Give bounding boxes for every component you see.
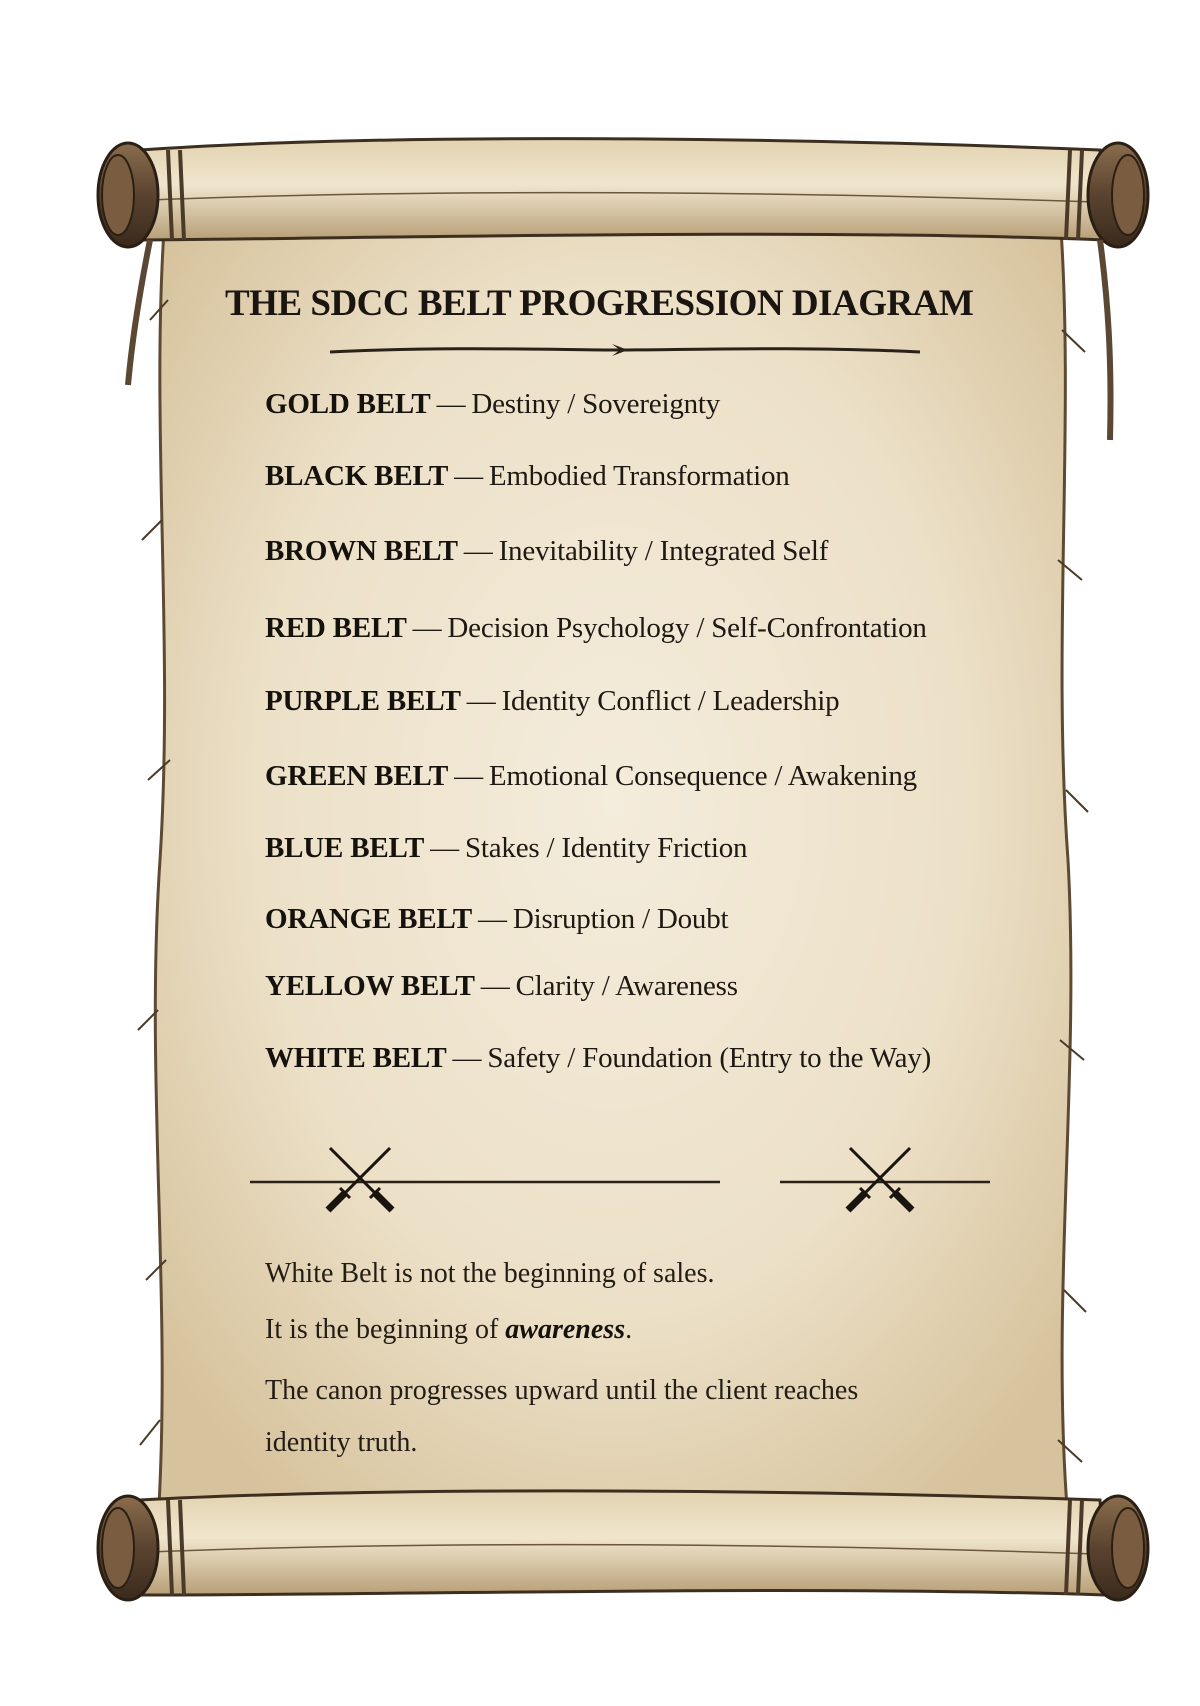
belt-name: GOLD BELT: [265, 388, 431, 420]
belt-dash: —: [463, 535, 493, 567]
belt-dash: —: [436, 388, 466, 420]
belt-name: BLUE BELT: [265, 832, 425, 864]
closing-line-2: [265, 1314, 632, 1346]
belt-dash: —: [478, 903, 507, 935]
belt-description: Inevitability / Integrated Self: [498, 535, 829, 567]
belt-name: WHITE BELT: [265, 1042, 447, 1074]
belt-description: Safety / Foundation (Entry to the Way): [487, 1042, 932, 1074]
closing-line-4: identity truth.: [265, 1427, 418, 1458]
belt-dash: —: [454, 760, 483, 792]
belt-dash: —: [452, 1042, 482, 1074]
closing-line-2-prefix: It is the beginning of: [265, 1314, 506, 1345]
belt-dash: —: [466, 685, 496, 717]
belt-description: Identity Conflict / Leadership: [501, 685, 840, 717]
belt-row-red: [265, 612, 927, 645]
belt-name: YELLOW BELT: [265, 970, 475, 1002]
belt-row-yellow: [265, 970, 738, 1003]
belt-name: RED BELT: [265, 612, 407, 644]
belt-row-purple: [265, 685, 839, 718]
belt-description: Emotional Consequence / Awakening: [488, 760, 917, 792]
belt-dash: —: [430, 832, 459, 864]
belt-description: Destiny / Sovereignty: [471, 388, 721, 420]
belt-description: Disruption / Doubt: [512, 903, 729, 935]
closing-emphasis: awareness: [505, 1314, 626, 1345]
belt-name: BROWN BELT: [265, 535, 458, 567]
belt-dash: —: [480, 970, 510, 1002]
belt-description: Clarity / Awareness: [515, 970, 738, 1002]
belt-name: PURPLE BELT: [265, 685, 461, 717]
belt-name: GREEN BELT: [265, 760, 449, 792]
closing-line-2-suffix: .: [625, 1314, 633, 1345]
belt-row-black: [265, 460, 790, 493]
page-title: THE SDCC BELT PROGRESSION DIAGRAM: [225, 283, 974, 324]
closing-line-1: White Belt is not the beginning of sales.: [265, 1258, 715, 1289]
belt-dash: —: [412, 612, 442, 644]
belt-description: Embodied Transformation: [488, 460, 790, 492]
belt-description: Stakes / Identity Friction: [464, 832, 748, 864]
belt-dash: —: [454, 460, 483, 492]
belt-description: Decision Psychology / Self-Confrontation: [447, 612, 927, 644]
belt-row-brown: [265, 535, 828, 568]
closing-line-3: The canon progresses upward until the client reaches: [265, 1375, 859, 1406]
belt-row-blue: [265, 832, 747, 865]
belt-row-gold: [265, 388, 720, 421]
belt-name: ORANGE BELT: [265, 903, 473, 935]
belt-row-green: [265, 760, 917, 793]
belt-row-orange: [265, 903, 728, 936]
belt-name: BLACK BELT: [265, 460, 449, 492]
belt-row-white: [265, 1042, 931, 1075]
